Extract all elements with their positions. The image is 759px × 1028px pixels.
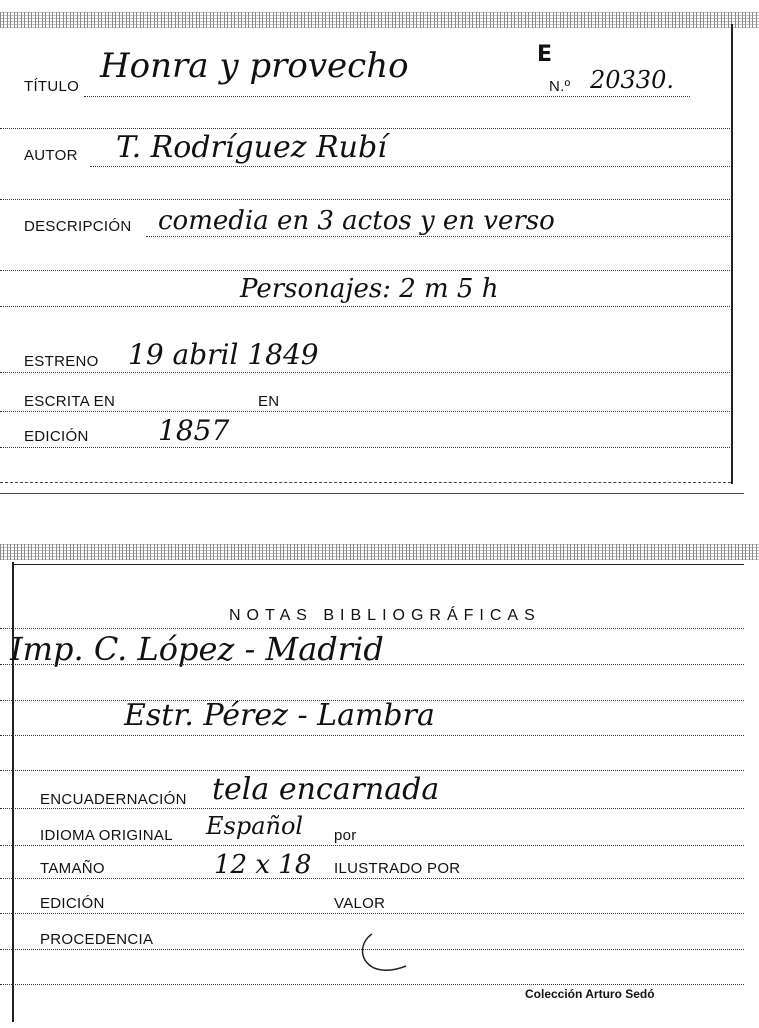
card-right-border (731, 24, 733, 484)
titulo-label: TÍTULO (24, 78, 80, 95)
titulo-rule (84, 96, 690, 97)
blank-rule (0, 128, 730, 129)
edicion-rule (0, 447, 730, 448)
ilustrado-label: ILUSTRADO POR (334, 860, 461, 877)
edicion-rule (0, 913, 744, 914)
card-separator (0, 493, 744, 494)
catalog-card-main (0, 0, 759, 495)
nota-line-2: Estr. Pérez - Lambra (124, 698, 435, 733)
autor-label: AUTOR (24, 147, 78, 164)
en-label: EN (258, 393, 280, 410)
card-mark-letter: E (537, 42, 553, 67)
por-label: por (334, 827, 357, 844)
notas-heading: NOTAS BIBLIOGRÁFICAS (229, 607, 541, 624)
escrita-en-rule (0, 411, 730, 412)
tamano-rule (0, 878, 744, 879)
estreno-rule (0, 372, 730, 373)
descripcion-rule (146, 236, 730, 237)
estreno-value: 19 abril 1849 (128, 338, 319, 371)
numero-value: 20330. (590, 66, 674, 94)
card-top-edge (0, 12, 759, 28)
blank-rule (0, 270, 730, 271)
blank-rule (0, 735, 744, 736)
blank-rule (0, 664, 744, 665)
blank-rule (0, 199, 730, 200)
blank-rule (0, 306, 730, 307)
valor-label: VALOR (334, 895, 386, 912)
blank-rule (0, 984, 744, 985)
autor-value: T. Rodríguez Rubí (116, 130, 387, 165)
edicion-value: 1857 (158, 414, 230, 447)
procedencia-label: PROCEDENCIA (40, 931, 154, 948)
nota-line-1: Imp. C. López - Madrid (10, 630, 384, 668)
descripcion-label: DESCRIPCIÓN (24, 218, 132, 235)
card-top-edge (0, 544, 759, 560)
descripcion-value: comedia en 3 actos y en verso (158, 206, 555, 236)
encuadernacion-rule (0, 808, 744, 809)
tamano-value: 12 x 18 (214, 850, 312, 880)
titulo-value: Honra y provecho (100, 46, 409, 86)
catalog-card-notes (0, 540, 759, 1028)
collection-credit: Colección Arturo Sedó (525, 987, 655, 1001)
edicion-label: EDICIÓN (24, 428, 89, 445)
encuadernacion-value: tela encarnada (212, 772, 440, 807)
numero-label: N.º (549, 78, 571, 95)
card-bottom-edge (0, 482, 731, 484)
tamano-label: TAMAÑO (40, 860, 105, 877)
idioma-rule (0, 845, 744, 846)
autor-rule (90, 166, 730, 167)
ink-smudge (350, 930, 420, 976)
descripcion-value-line2: Personajes: 2 m 5 h (240, 274, 499, 304)
blank-rule (0, 770, 744, 771)
edicion-label: EDICIÓN (40, 895, 105, 912)
estreno-label: ESTRENO (24, 353, 99, 370)
idioma-label: IDIOMA ORIGINAL (40, 827, 173, 844)
encuadernacion-label: ENCUADERNACIÓN (40, 791, 187, 808)
escrita-en-label: ESCRITA EN (24, 393, 116, 410)
idioma-value: Español (206, 812, 304, 840)
card-top-border (12, 564, 744, 565)
notas-rule (0, 628, 744, 629)
